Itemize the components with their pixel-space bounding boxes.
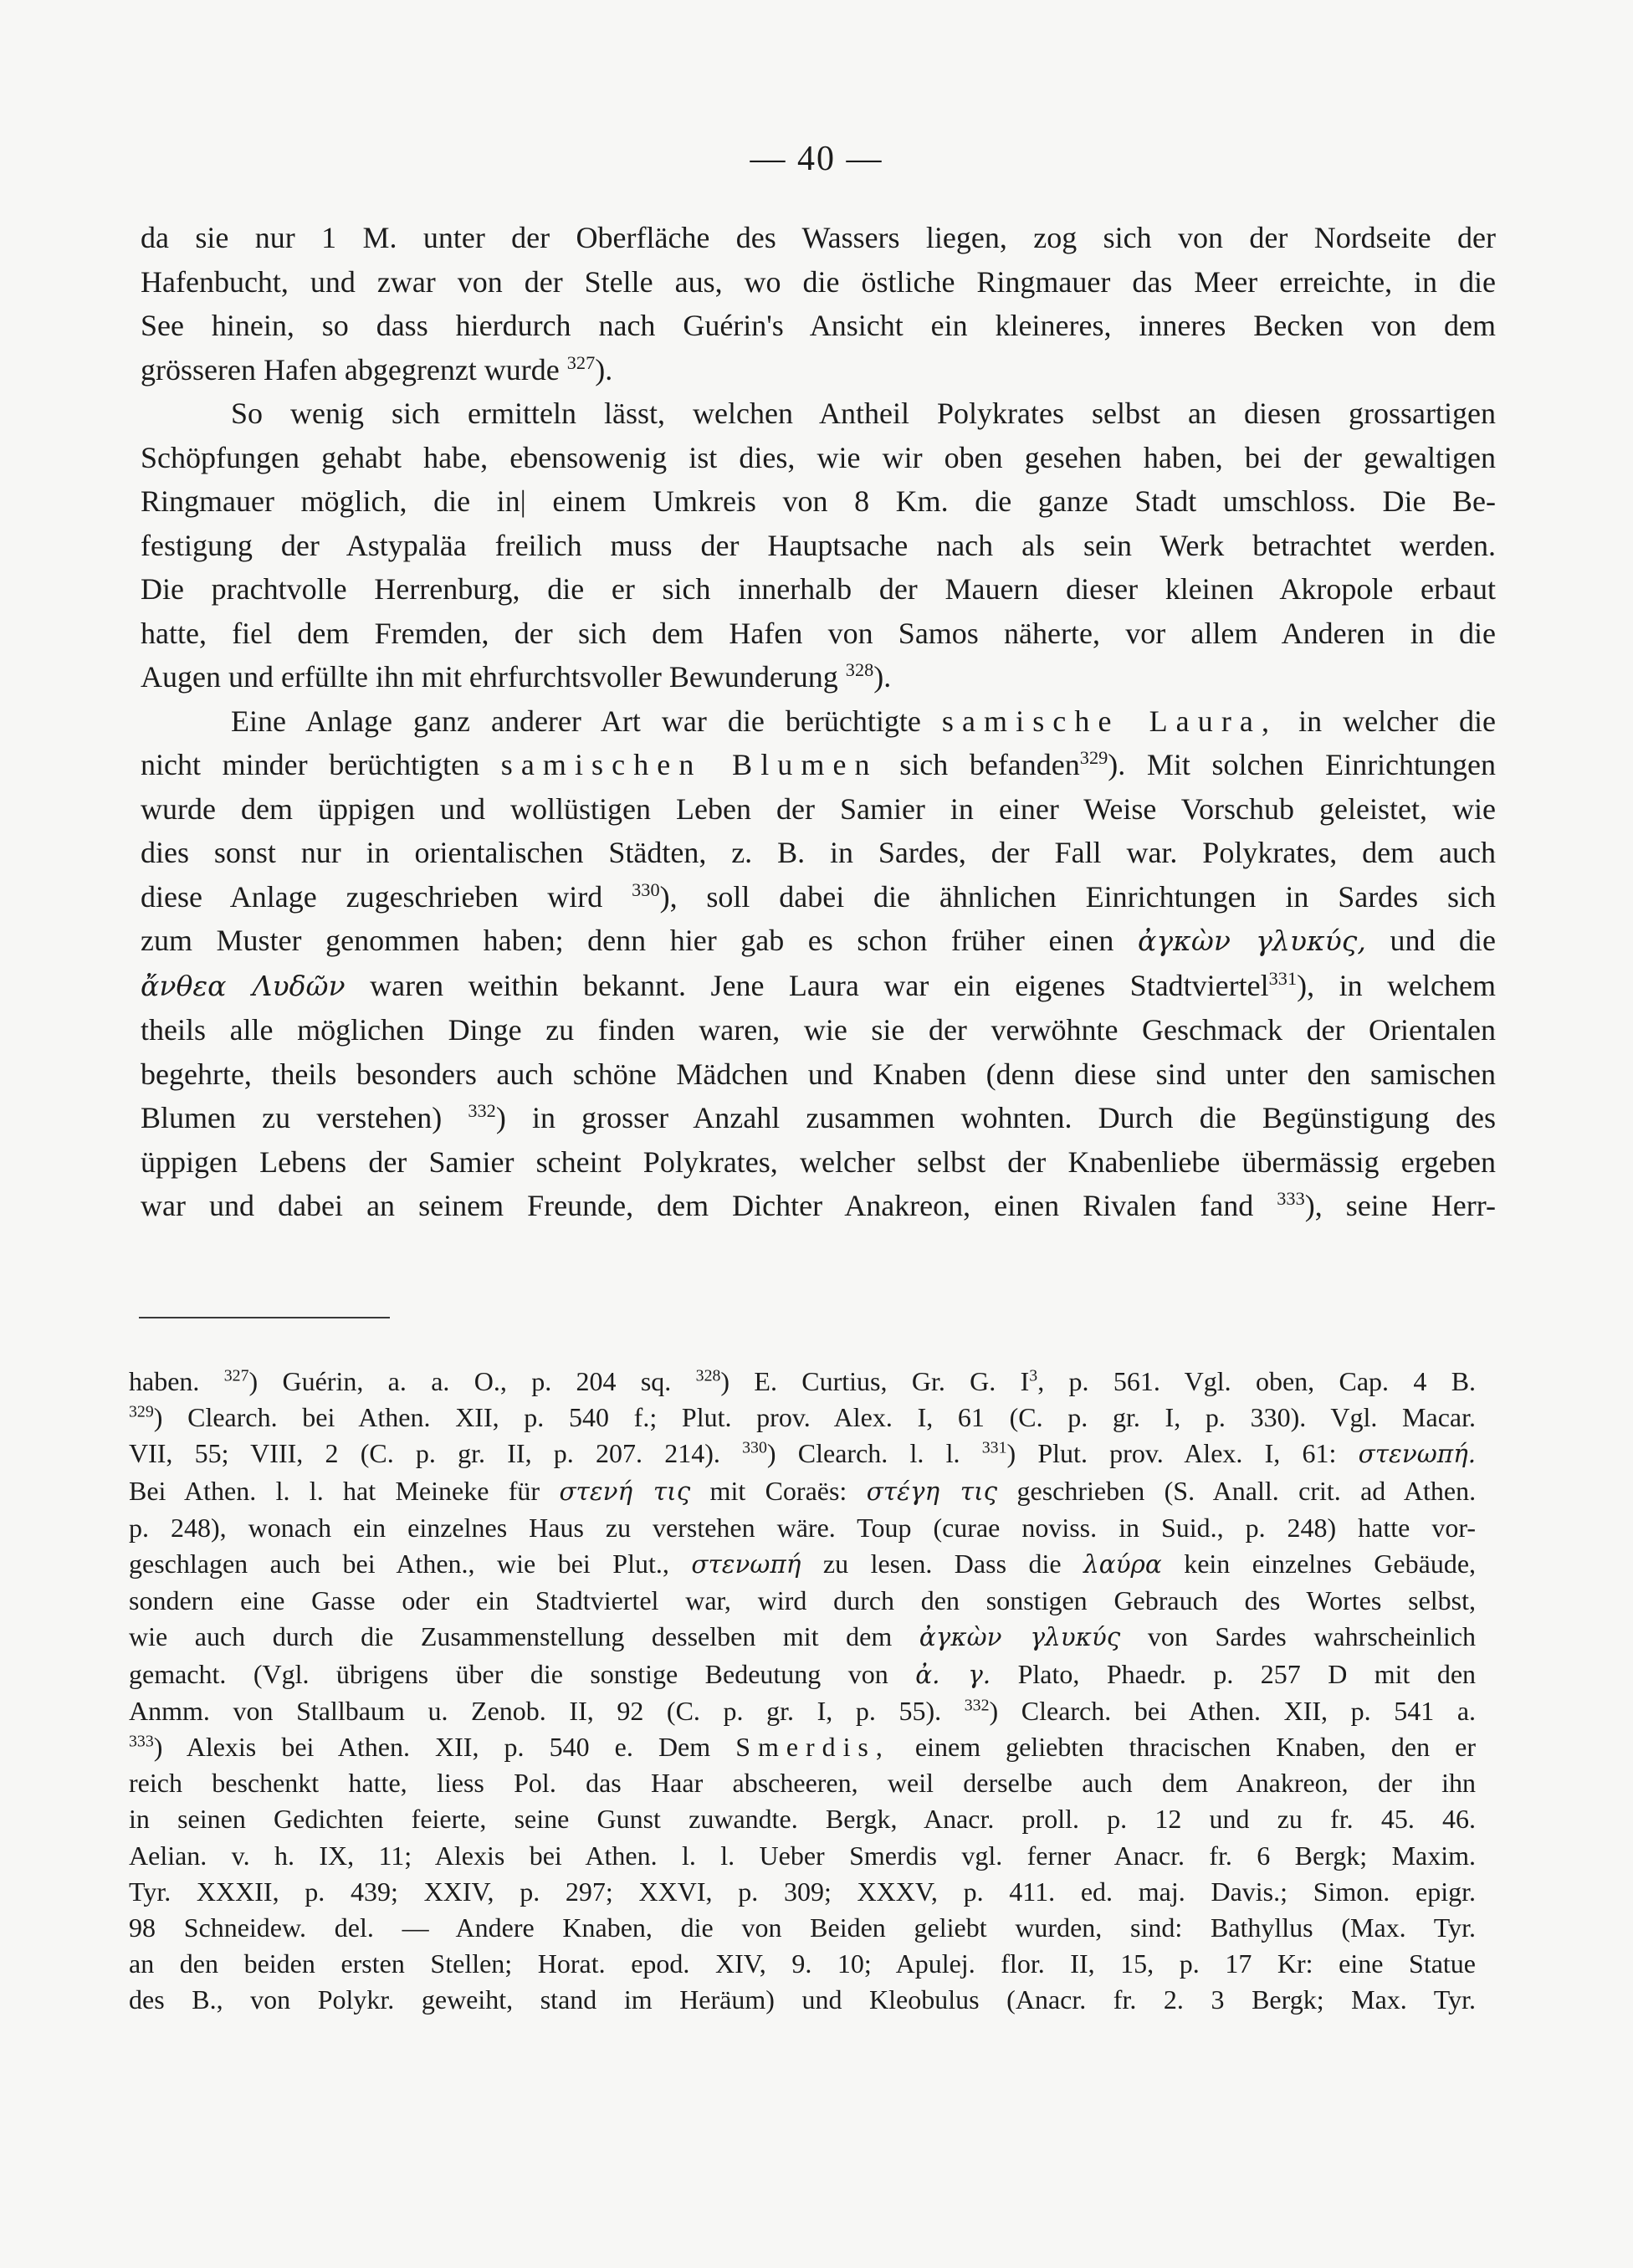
footnote-ref: 329 [1079, 747, 1108, 768]
text-line: theils alle möglichen Dinge zu finden waren, wie sie der verwöhnte Geschmack der Orientalen [141, 1013, 1496, 1047]
page-number: — 40 — [750, 140, 883, 178]
footnote-line: an den beiden ersten Stellen; Horat. epod. XIV, 9. 10; Apulej. flor. II, 15, p. 17 Kr: eine Statue [129, 1948, 1476, 1979]
greek-phrase: ἄνθεα Λυδῶν [141, 969, 346, 1002]
footnote-line: des B., von Polykr. geweiht, stand im Heräum) und Kleobulus (Anacr. fr. 2. 3 Bergk; Max. Tyr. [129, 1984, 1476, 2015]
greek-phrase: ἀγκὼν γλυκύς, [1137, 924, 1366, 957]
footnote-ref: 333 [1277, 1188, 1305, 1209]
greek-phrase: ἀγκὼν γλυκύς [919, 1623, 1121, 1652]
spaced-term: samische Laura, [941, 704, 1278, 738]
footnote-ref: 328 [845, 659, 874, 680]
footnote-line: $^{333}$) Alexis bei Athen. XII, p. 540 e. Dem Smerdis, einem geliebten thracischen Knaben, den er [129, 1732, 1477, 1763]
text-line: ἄνθεα Λυδῶν waren weithin bekannt. Jene Laura war ein eigenes Stadtviertel$^{331}$), in welchem [141, 967, 1497, 1002]
text-line: So wenig sich ermitteln lässt, welchen Antheil Polykrates selbst an diesen grossartigen [231, 397, 1496, 430]
text-line: zum Muster genommen haben; denn hier gab es schon früher einen ἀγκὼν γλυκύς, und die [141, 924, 1497, 957]
footnote-line: Anmm. von Stallbaum u. Zenob. II, 92 (C. p. gr. I, p. 55). $^{332}$) Clearch. bei Athen. XII, p. 541 a. [129, 1695, 1477, 1726]
spaced-term: samischen Blumen [500, 748, 878, 781]
footnote-number: 331 [981, 1438, 1007, 1457]
text-line: Augen und erfüllte ihn mit ehrfurchtsvoller Bewunderung $^{328}$). [141, 659, 892, 694]
footnote-line: geschlagen auch bei Athen., wie bei Plut., στενωπή zu lesen. Dass die λαύρα kein einzelnes Gebäude, [129, 1549, 1477, 1579]
footnote-ref: 331 [1268, 967, 1298, 989]
text-line: Ringmauer möglich, die in| einem Umkreis von 8 Km. die ganze Stadt umschloss. Die Be- [141, 484, 1496, 518]
footnote-line: gemacht. (Vgl. übrigens über die sonstige Bedeutung von ἀ. γ. Plato, Phaedr. p. 257 D mit den [129, 1658, 1477, 1689]
text-line: Schöpfungen gehabt habe, ebensowenig ist dies, wie wir oben gesehen haben, bei der gewaltigen [141, 440, 1496, 474]
footnote-line: haben. $^{327}$) Guérin, a. a. O., p. 204 sq. $^{328}$) E. Curtius, Gr. G. $I^3$, p. 561. Vgl. oben, Cap. 4 B. [129, 1366, 1477, 1396]
text-line: üppigen Lebens der Samier scheint Polykrates, welcher selbst der Knabenliebe übermässig ergeben [141, 1144, 1496, 1179]
footnote-number: 332 [964, 1696, 990, 1715]
text-line: festigung der Astypaläa freilich muss der Hauptsache nach als sein Werk betrachtet werden. [141, 528, 1496, 562]
footnote-line: wie auch durch die Zusammenstellung desselben mit dem ἀγκὼν γλυκύς von Sardes wahrscheinlich [129, 1621, 1477, 1652]
footnote-ref: 332 [468, 1100, 496, 1121]
text-line: da sie nur 1 M. unter der Oberfläche des Wassers liegen, zog sich von der Nordseite der [141, 221, 1496, 254]
footnote-line: Bei Athen. l. l. hat Meineke für στενή τις mit Coraës: στέγη τις geschrieben (S. Anall. crit. ad Athen. [129, 1475, 1477, 1506]
text-line: dies sonst nur in orientalischen Städten, z. B. in Sardes, der Fall war. Polykrates, dem auch [141, 836, 1496, 869]
greek-phrase: στενή τις [559, 1477, 691, 1506]
footnote-line: $^{329}$) Clearch. bei Athen. XII, p. 540 f.; Plut. prov. Alex. I, 61 (C. p. gr. I, p. 330). Vgl. Macar. [129, 1402, 1476, 1433]
footnote-line: p. 248), wonach ein einzelnes Haus zu verstehen wäre. Toup (curae noviss. in Suid., p. 248) hatte vor- [129, 1512, 1476, 1543]
greek-phrase: ἀ. γ. [915, 1660, 991, 1689]
text-line: war und dabei an seinem Freunde, dem Dichter Anakreon, einen Rivalen fand $^{333}$), seine Herr- [141, 1188, 1497, 1222]
text-line: See hinein, so dass hierdurch nach Guérin's Ansicht ein kleineres, inneres Becken von dem [141, 309, 1496, 342]
greek-phrase: στενωπή [691, 1550, 801, 1579]
text-line: grösseren Hafen abgegrenzt wurde $^{327}$). [141, 351, 613, 387]
footnote-number: 328 [695, 1366, 721, 1385]
footnote-separator [139, 1317, 390, 1318]
text-line: Hafenbucht, und zwar von der Stelle aus, wo die östliche Ringmauer das Meer erreichte, in die [141, 264, 1496, 299]
footnote-line: reich beschenkt hatte, liess Pol. das Haar abscheeren, weil derselbe auch dem Anakreon, der ihn [129, 1768, 1476, 1799]
greek-phrase: λαύρα [1083, 1550, 1162, 1579]
footnote-ref: 330 [632, 878, 660, 900]
greek-phrase: στενωπή. [1358, 1440, 1477, 1469]
main-text [141, 216, 1496, 1228]
spaced-term: Smerdis, [735, 1732, 890, 1763]
footnote-line: 98 Schneidew. del. — Andere Knaben, die von Beiden geliebt wurden, sind: Bathyllus (Max. Tyr. [129, 1912, 1476, 1943]
footnote-line: in seinen Gedichten feierte, seine Gunst zuwandte. Bergk, Anacr. proll. p. 12 und zu fr. 45. 46. [129, 1804, 1476, 1835]
footnote-number: 333 [129, 1732, 154, 1751]
footnote-line: Tyr. XXXII, p. 439; XXIV, p. 297; XXVI, p. 309; XXXV, p. 411. ed. maj. Davis.; Simon. epigr. [129, 1876, 1476, 1907]
text-line: Eine Anlage ganz anderer Art war die berüchtigte samische Laura, in welcher die [231, 704, 1497, 738]
text-line: diese Anlage zugeschrieben wird $^{330}$), soll dabei die ähnlichen Einrichtungen in Sardes sich [141, 878, 1496, 914]
footnotes [129, 1364, 1476, 2019]
text-line: Blumen zu verstehen) $^{332}$) in grosser Anzahl zusammen wohnten. Durch die Begünstigung des [141, 1100, 1496, 1134]
text-line: wurde dem üppigen und wollüstigen Leben der Samier in einer Weise Vorschub geleistet, wie [141, 791, 1496, 826]
footnote-ref: 327 [566, 351, 596, 373]
footnote-line: VII, 55; VIII, 2 (C. p. gr. II, p. 207. 214). $^{330}$) Clearch. l. l. $^{331}$) Plut. prov. Alex. I, 61: στενωπή. [129, 1438, 1477, 1469]
footnote-line: Aelian. v. h. IX, 11; Alexis bei Athen. l. l. Ueber Smerdis vgl. ferner Anacr. fr. 6 Bergk; Maxim. [129, 1840, 1476, 1871]
greek-phrase: στέγη τις [866, 1477, 998, 1506]
text-line: begehrte, theils besonders auch schöne Mädchen und Knaben (denn diese sind unter den samischen [141, 1057, 1496, 1091]
text-line: nicht minder berüchtigten samischen Blumen sich befanden$^{329}$). Mit solchen Einrichtungen [141, 747, 1497, 781]
footnote-number: 329 [129, 1402, 154, 1421]
footnote-line: sondern eine Gasse oder ein Stadtviertel war, wird durch den sonstigen Gebrauch des Wortes selbst, [129, 1585, 1476, 1616]
text-line: hatte, fiel dem Fremden, der sich dem Hafen von Samos näherte, vor allem Anderen in die [141, 616, 1496, 650]
text-line: Die prachtvolle Herrenburg, die er sich innerhalb der Mauern dieser kleinen Akropole erbaut [141, 572, 1496, 606]
footnote-number: 327 [223, 1366, 249, 1385]
footnote-number: 330 [742, 1438, 767, 1457]
